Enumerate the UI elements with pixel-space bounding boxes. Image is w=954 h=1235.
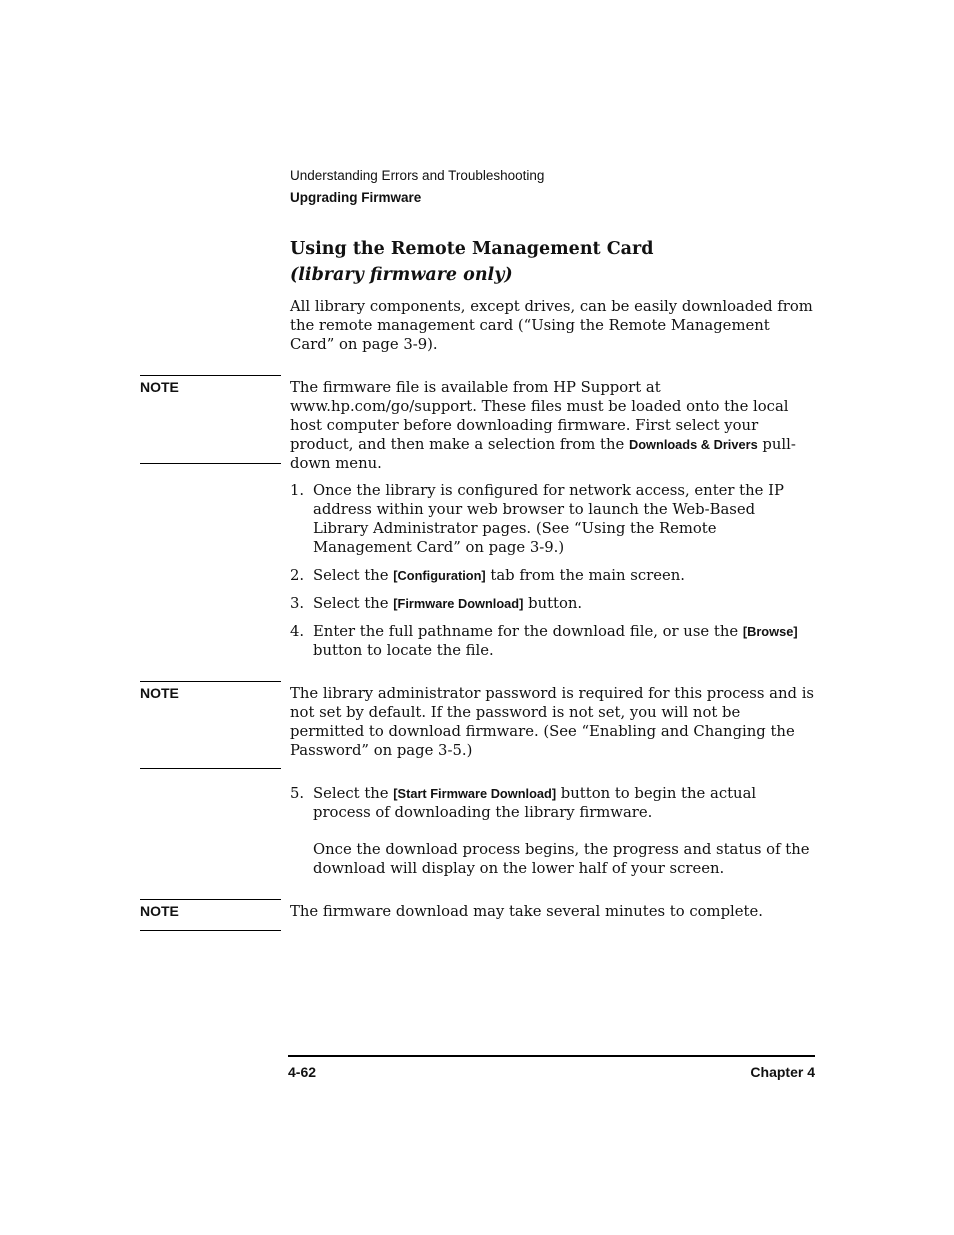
step-followup-text: Once the download process begins, the progress and status of the download will display on the lower half of your screen. [313,841,810,877]
note-text-part: The firmware file is available from HP Support at www.hp.com/go/support. These files must be loaded onto the local host computer before downloading firmware. First select your product, and then make a selection from the [290,379,789,453]
note-top-rule [140,375,281,376]
note-top-rule [140,681,281,682]
step-4 [290,622,815,660]
chapter-title: Understanding Errors and Troubleshooting [290,168,545,183]
note-text: The library administrator password is required for this process and is not set by default. If the password is not set, you will not be permitted to download firmware. (See “Enabling and Changing the Password” on page 3-5.) [290,685,815,759]
page-number: 4-62 [288,1064,317,1080]
footer-rule [288,1055,815,1057]
step-3 [290,594,815,613]
step-text [313,594,815,613]
step-text-part: button to locate the file. [313,642,494,659]
intro-paragraph: All library components, except drives, can be easily downloaded from the remote management card (“Using the Remote Management Card” on page 3-9). [290,298,813,353]
step-number: 3. [290,595,305,612]
step-2 [290,566,815,585]
note-top-rule [140,899,281,900]
note-text [290,378,815,473]
step-text-part: button. [523,595,583,612]
section-heading [290,236,653,288]
note-label: NOTE [140,379,179,395]
step-text-part: Select the [313,785,394,802]
note-bottom-rule [140,930,281,931]
step-1 [290,481,815,557]
downloads-drivers-menu-ref: Downloads & Drivers [628,437,758,452]
step-number: 5. [290,785,305,802]
note-label: NOTE [140,903,179,919]
note-label: NOTE [140,685,179,701]
step-text-part: tab from the main screen. [485,567,685,584]
step-text [313,784,815,822]
configuration-tab-ref: [Configuration] [393,568,486,583]
running-header [290,166,544,210]
note-bottom-rule [140,463,281,464]
heading-title: Using the Remote Management Card [290,239,654,259]
step-text-part: Select the [313,567,394,584]
step-number: 2. [290,567,305,584]
heading-subtitle: (library firmware only) [290,265,513,285]
note-bottom-rule [140,768,281,769]
firmware-download-button-ref: [Firmware Download] [393,596,524,611]
step-text [313,566,815,585]
note-text: The firmware download may take several minutes to complete. [290,903,763,920]
step-text-part: button to begin the actual process of downloading the library firmware. [313,785,757,821]
step-5-followup [290,840,815,878]
note-text-part: pull-down menu. [290,436,796,472]
section-title: Upgrading Firmware [290,190,422,205]
step-number: 1. [290,482,305,499]
step-text-part: Select the [313,595,394,612]
step-5 [290,784,815,822]
step-text-part: Enter the full pathname for the download file, or use the [313,623,743,640]
browse-button-ref: [Browse] [742,624,798,639]
step-number: 4. [290,623,305,640]
step-text: Once the library is configured for network access, enter the IP address within your web browser to launch the Web-Based Library Administrator pages. (See “Using the Remote Management Card” on page 3-9.) [313,482,784,556]
step-text [313,622,815,660]
footer-chapter: Chapter 4 [750,1064,815,1080]
start-firmware-download-button-ref: [Start Firmware Download] [393,786,557,801]
